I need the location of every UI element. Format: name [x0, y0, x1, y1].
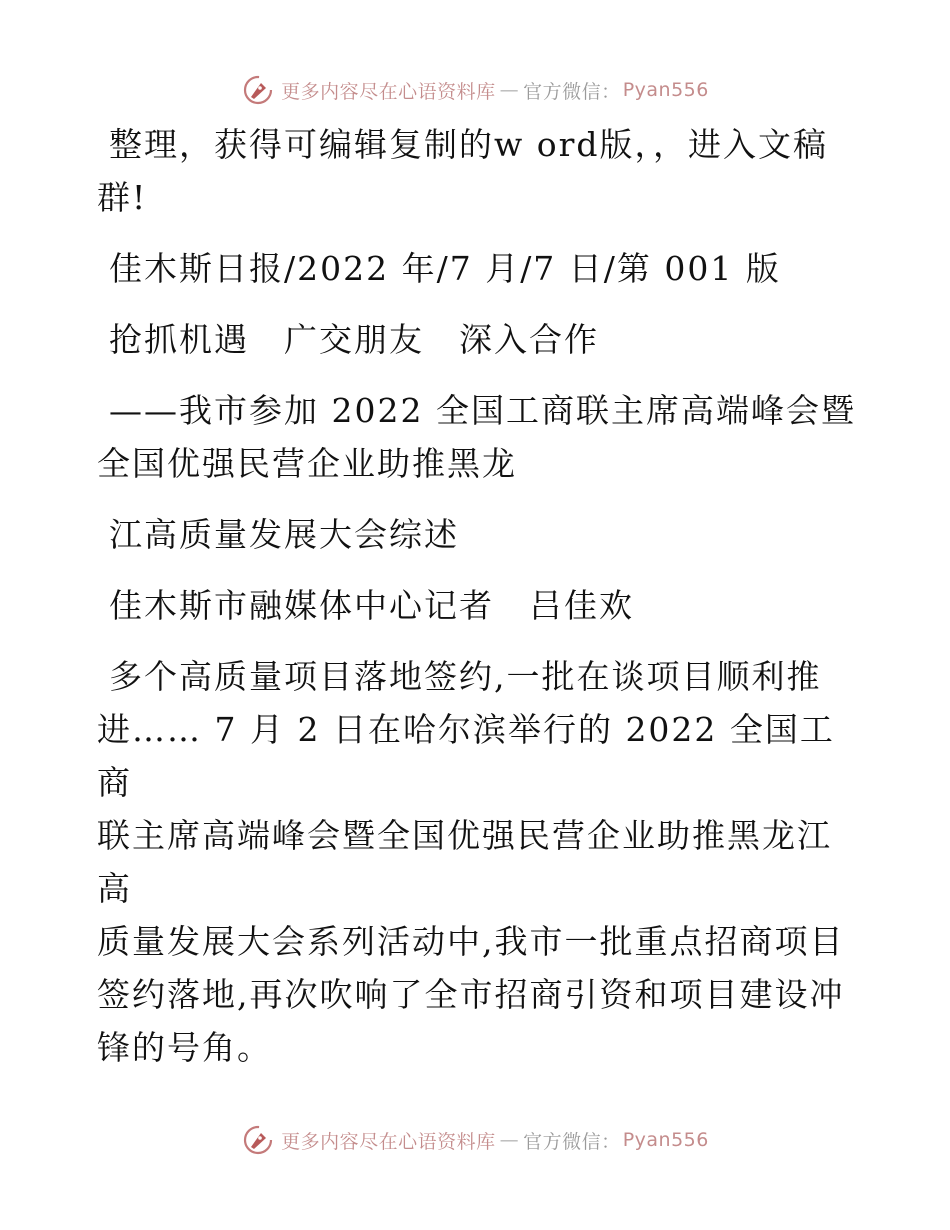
- watermark-wechat-id: Pyan556: [622, 79, 709, 101]
- watermark-separator: —: [499, 79, 520, 101]
- body-line: 联主席高端峰会暨全国优强民营企业助推黑龙江高: [97, 816, 832, 908]
- subhead-line-1: ——我市参加 2022 全国工商联主席高端峰会暨: [109, 391, 856, 430]
- watermark-text: 更多内容尽在心语资料库: [281, 80, 496, 103]
- source-line: 佳木斯日报/2022 年/7 月/7 日/第 001 版: [109, 249, 781, 288]
- byline: 佳木斯市融媒体中心记者 吕佳欢: [109, 586, 634, 625]
- intro-line-2: 群!: [97, 178, 148, 217]
- body-line: 进…… 7 月 2 日在哈尔滨举行的 2022 全国工商: [97, 710, 835, 802]
- watermark-wechat-label: 官方微信：: [523, 80, 621, 103]
- pen-nib-logo-icon: [241, 73, 275, 107]
- watermark-wechat-id: Pyan556: [622, 1129, 709, 1151]
- watermark-wechat-label: 官方微信：: [523, 1130, 621, 1153]
- body-line: 质量发展大会系列活动中,我市一批重点招商项目: [97, 922, 845, 961]
- watermark-text: 更多内容尽在心语资料库: [281, 1130, 496, 1153]
- pen-nib-logo-icon: [241, 1123, 275, 1157]
- body-line: 多个高质量项目落地签约,一批在谈项目顺利推: [109, 657, 822, 696]
- body-line: 锋的号角。: [97, 1028, 272, 1067]
- document-body: [97, 118, 857, 1074]
- body-line: 签约落地,再次吹响了全市招商引资和项目建设冲: [97, 975, 845, 1014]
- header-watermark: [0, 70, 950, 110]
- subhead-line-3: 江高质量发展大会综述: [109, 515, 459, 554]
- subhead-line-2: 全国优强民营企业助推黑龙: [97, 444, 517, 483]
- intro-line-1: 整理，获得可编辑复制的w ord版，，进入文稿: [109, 125, 829, 164]
- headline: 抢抓机遇 广交朋友 深入合作: [109, 320, 599, 359]
- watermark-separator: —: [499, 1129, 520, 1151]
- footer-watermark: [0, 1120, 950, 1160]
